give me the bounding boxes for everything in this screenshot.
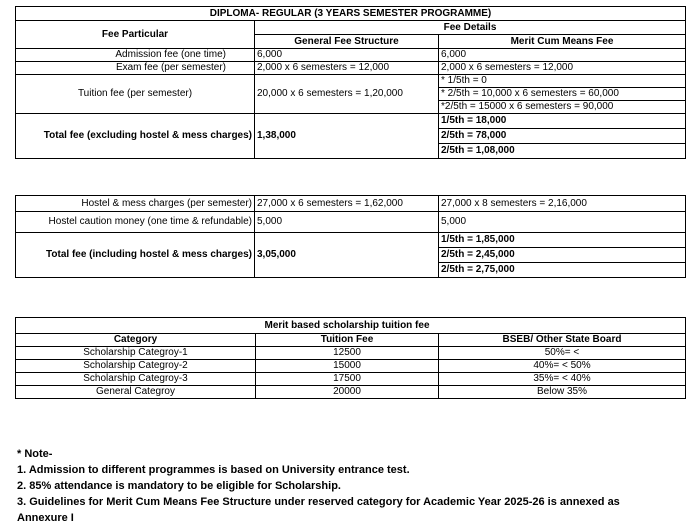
category-cell: Scholarship Categroy-3: [16, 373, 256, 386]
exam-merit: 2,000 x 6 semesters = 12,000: [439, 62, 686, 75]
note-item: 3. Guidelines for Merit Cum Means Fee Structure under reserved category for Academic Year 2025-26 is annexed as: [17, 496, 620, 508]
total-excl-merit-3: 2/5th = 1,08,000: [439, 144, 686, 159]
scholarship-table: [15, 317, 686, 399]
tuition-label: Tuition fee (per semester): [16, 75, 255, 114]
board-cell: Below 35%: [439, 386, 686, 399]
total-incl-merit-1: 1/5th = 1,85,000: [439, 233, 686, 248]
total-incl-merit-3: 2/5th = 2,75,000: [439, 263, 686, 278]
category-cell: Scholarship Categroy-1: [16, 347, 256, 360]
scholarship-title: Merit based scholarship tuition fee: [256, 318, 439, 334]
header-board: BSEB/ Other State Board: [439, 334, 686, 347]
header-general-fee: General Fee Structure: [255, 35, 439, 49]
total-excl-label: Total fee (excluding hostel & mess charges): [16, 114, 255, 159]
tuition-merit-3: *2/5th = 15000 x 6 semesters = 90,000: [439, 101, 686, 114]
tuition-fee-cell: 15000: [256, 360, 439, 373]
mess-merit: 27,000 x 8 semesters = 2,16,000: [439, 196, 686, 212]
tuition-general: 20,000 x 6 semesters = 1,20,000: [255, 75, 439, 114]
board-cell: 35%= < 40%: [439, 373, 686, 386]
header-fee-details: Fee Details: [255, 21, 686, 35]
total-excl-general: 1,38,000: [255, 114, 439, 159]
admission-label: Admission fee (one time): [16, 49, 255, 62]
note-item: Annexure I: [17, 512, 74, 524]
caution-label: Hostel caution money (one time & refundable): [16, 212, 255, 233]
mess-label: Hostel & mess charges (per semester): [16, 196, 255, 212]
admission-merit: 6,000: [439, 49, 686, 62]
tuition-merit-2: * 2/5th = 10,000 x 6 semesters = 60,000: [439, 88, 686, 101]
notes-section: [17, 446, 620, 526]
tuition-fee-cell: 20000: [256, 386, 439, 399]
note-item: 2. 85% attendance is mandatory to be eligible for Scholarship.: [17, 480, 341, 492]
board-cell: 50%= <: [439, 347, 686, 360]
total-incl-label: Total fee (including hostel & mess charges): [16, 233, 255, 278]
exam-label: Exam fee (per semester): [16, 62, 255, 75]
header-category: Category: [16, 334, 256, 347]
category-cell: General Categroy: [16, 386, 256, 399]
header-merit-fee: Merit Cum Means Fee: [439, 35, 686, 49]
exam-general: 2,000 x 6 semesters = 12,000: [255, 62, 439, 75]
category-cell: Scholarship Categroy-2: [16, 360, 256, 373]
caution-merit: 5,000: [439, 212, 686, 233]
tuition-fee-cell: 12500: [256, 347, 439, 360]
total-incl-merit-2: 2/5th = 2,45,000: [439, 248, 686, 263]
header-tuition-fee: Tuition Fee: [256, 334, 439, 347]
tuition-merit-1: * 1/5th = 0: [439, 75, 686, 88]
total-incl-general: 3,05,000: [255, 233, 439, 278]
total-excl-merit-1: 1/5th = 18,000: [439, 114, 686, 129]
admission-general: 6,000: [255, 49, 439, 62]
board-cell: 40%= < 50%: [439, 360, 686, 373]
mess-general: 27,000 x 6 semesters = 1,62,000: [255, 196, 439, 212]
note-item: 1. Admission to different programmes is based on University entrance test.: [17, 464, 410, 476]
total-excl-merit-2: 2/5th = 78,000: [439, 129, 686, 144]
caution-general: 5,000: [255, 212, 439, 233]
fee-table: [15, 6, 686, 159]
fee-table-title: DIPLOMA- REGULAR (3 YEARS SEMESTER PROGRAMME): [16, 7, 686, 21]
notes-heading: * Note-: [17, 448, 53, 460]
hostel-table: [15, 195, 686, 278]
header-fee-particular: Fee Particular: [16, 21, 255, 49]
tuition-fee-cell: 17500: [256, 373, 439, 386]
